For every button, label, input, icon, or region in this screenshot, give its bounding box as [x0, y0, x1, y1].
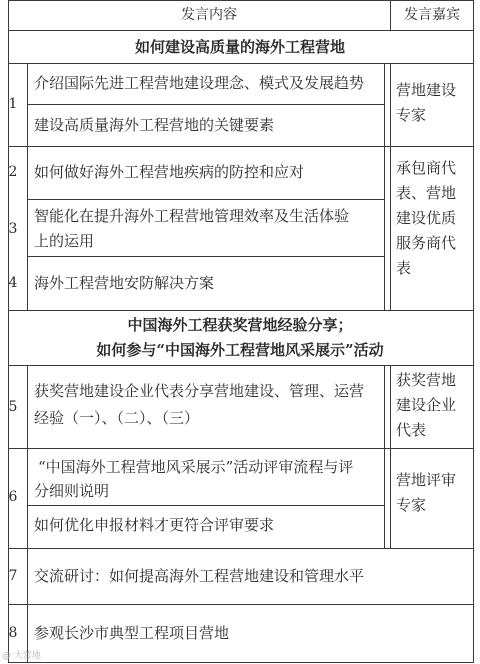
speaker-cell: 营地评审 专家 — [396, 471, 457, 514]
speaker-cell: 承包商代 表、营地 建设优质 服务商代 表 — [396, 159, 457, 277]
row-item: “中国海外工程营地风采展示”活动评审流程与评 — [38, 458, 354, 476]
row-number: 7 — [8, 568, 18, 584]
row-item: 介绍国际先进工程营地建设理念、模式及发展趋势 — [34, 74, 365, 92]
row-number: 3 — [8, 221, 18, 237]
section-title: 中国海外工程获奖营地经验分享； — [127, 316, 353, 334]
row-item: 上的运用 — [34, 232, 95, 250]
row-item: 如何优化申报材料才更符合评审要求 — [34, 516, 275, 534]
row-number: 2 — [8, 164, 18, 180]
row-number: 8 — [8, 625, 18, 641]
header-content: 发言内容 — [181, 7, 237, 23]
section-title: 如何建设高质量的海外工程营地 — [134, 38, 345, 56]
row-item: 智能化在提升海外工程营地管理效率及生活体验 — [34, 207, 350, 225]
row-item: 海外工程营地安防解决方案 — [34, 274, 215, 292]
watermark: @ 大营地 — [2, 651, 41, 661]
header-speakers: 发言嘉宾 — [404, 7, 460, 23]
row-number: 4 — [8, 275, 18, 291]
row-number: 5 — [8, 399, 18, 415]
row-item: 交流研讨：如何提高海外工程营地建设和管理水平 — [34, 567, 365, 585]
row-item: 获奖营地建设企业代表分享营地建设、管理、运营 — [34, 382, 365, 400]
section-title: 如何参与“中国海外工程营地风采展示”活动 — [96, 341, 384, 359]
speaker-cell: 营地建设 专家 — [396, 81, 457, 124]
row-item: 参观长沙市典型工程项目营地 — [34, 624, 230, 642]
row-number: 6 — [8, 489, 18, 505]
row-item: 如何做好海外工程营地疾病的防控和应对 — [34, 163, 305, 181]
row-item: 建设高质量海外工程营地的关键要素 — [34, 116, 275, 134]
speaker-cell: 获奖营地 建设企业 代表 — [396, 371, 457, 439]
row-item: 分细则说明 — [34, 482, 110, 500]
row-item: 经验（一）、（二）、（三） — [34, 409, 200, 427]
row-number: 1 — [8, 96, 18, 112]
